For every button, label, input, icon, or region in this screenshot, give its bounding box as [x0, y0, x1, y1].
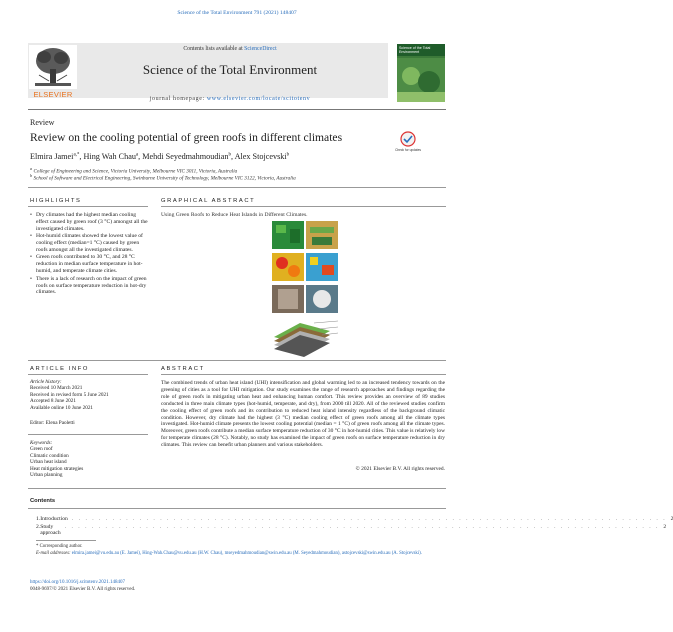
graphical-abstract-heading: GRAPHICAL ABSTRACT [161, 198, 256, 204]
abstract-copyright: © 2021 Elsevier B.V. All rights reserved. [355, 466, 445, 472]
doi-link[interactable]: https://doi.org/10.1016/j.scitotenv.2021.148407 [30, 580, 125, 585]
author-name[interactable]: Alex Stojcevski [234, 152, 287, 161]
footnote-label: Corresponding author. [39, 544, 83, 549]
history-online: Available online 10 June 2021 [30, 404, 94, 411]
author-list: Elmira Jamei$^{a,*}$, Hing Wah Chau$^a$, Mehdi Seyedmahmoudian$^b$, Alex Stojcevski$^b$ [30, 152, 290, 161]
corresponding-author-note [36, 544, 446, 550]
highlight-item: • Dry climates had the highest median cooling effect caused by green roof (3 °C) amongst all the investigated climates. [30, 212, 150, 233]
author-name[interactable]: Elmira Jamei [30, 152, 74, 161]
publisher-name: ELSEVIER [33, 90, 73, 99]
contents-heading: Contents [30, 498, 56, 504]
article-history [30, 379, 150, 411]
history-label: Article history: [30, 379, 62, 385]
abstract-rule [161, 374, 446, 375]
author-name[interactable]: Mehdi Seyedmahmoudian [142, 152, 229, 161]
history-revised: Received in revised form 5 June 2021 [30, 391, 109, 398]
journal-title: Science of the Total Environment [142, 62, 318, 77]
email-label: E-mail addresses: [36, 551, 72, 556]
graphical-abstract-caption: Using Green Roofs to Reduce Heat Islands in Different Climates. [161, 212, 308, 218]
highlights-list [30, 212, 150, 297]
email-links[interactable]: elmira.jamei@vu.edu.au (E. Jamei), Hing-Wah.Chau@vu.edu.au (H.W. Chau), mseyedmahmoudian@swin.edu.au (M. Seyedmahmoudian), astojcevski@swin.edu.au (A. Stojcevski). [71, 551, 422, 556]
toc-leader-dots: . . . . . . . . . . . . . . . . . . . . . . . . . . . . . . . . . . . . . . . . . . . . . . . . . . . . . . . . . . . . . . . . . . . . . . . . . . . . . . . . . . . . . . . . [64, 524, 660, 530]
email-addresses [36, 551, 446, 557]
editor-line: Editor: Elena Paoletti [30, 420, 75, 426]
keyword-item: Green roof [30, 446, 53, 453]
sciencedirect-link[interactable]: ScienceDirect [244, 46, 277, 52]
abstract-heading: ABSTRACT [161, 366, 205, 372]
author-name[interactable]: Hing Wah Chau [83, 152, 136, 161]
toc-page: 2 [670, 516, 673, 522]
affiliation-marker: b [30, 173, 33, 178]
check-for-updates-icon[interactable] [395, 130, 421, 154]
affiliation-b [30, 173, 430, 182]
contents-available-line [80, 46, 380, 52]
toc-number: 1. [36, 516, 41, 522]
footnote-marker: * [36, 544, 39, 549]
toc-title[interactable]: Study approach [40, 524, 61, 536]
affiliation-text: School of Software and Electrical Engineering, Swinburne University of Technology, Melbourne VIC 3122, Victoria, Australia [33, 175, 296, 182]
affiliation-text: College of Engineering and Science, Victoria University, Melbourne VIC 3011, Victoria, Australia [33, 168, 238, 175]
issn-line: 0048-9697/© 2021 Elsevier B.V. All rights reserved. [30, 587, 136, 592]
check-updates-label: Check for updates [395, 148, 421, 152]
journal-cover-title: Science of the Total Environment [399, 46, 431, 54]
keywords-label: Keywords: [30, 440, 53, 446]
homepage-link[interactable]: www.elsevier.com/locate/scitotenv [206, 96, 311, 102]
toc-title[interactable]: Introduction [40, 516, 68, 522]
keyword-item: Heat mitigation strategies [30, 465, 84, 472]
journal-homepage [80, 96, 380, 102]
homepage-label: journal homepage: [149, 96, 207, 102]
abstract-text: The combined trends of urban heat island (UHI) intensification and global warming led to an increased tendency towards on the greening of cities as a tool for UHI mitigation. Our study examines the range of research approaches and findings regarding the role of green roofs in mitigating urban heat and enhancing human comfort. This review provides an overview of 89 studies conducted in three main climate types (hot-humid, temperate, and dry), from 2000 till 2020. All of the reviewed studies confirm the cooling effect of green roofs and its contribution to reduced heat island intensity regardless of the background climatic condition. However, dry climate had the highest (3 °C) median cooling effect of green roofs among all the climate types investigated. Hot-humid climate presents the lowest cooling potential (median = 1 °C) of green roofs among all the climate types. Moreover, green roofs contribute a median surface temperature reduction of 30 °C in hot-humid cities. This value is relatively low for temperate climates (28 °C). Notably, no study has examined the impact of green roofs on surface temperature reduction in dry climates. This review can benefit urban planners and various stakeholders. [161, 380, 445, 449]
highlight-item: • Hot-humid climates showed the lowest value of cooling effect (median=1 °C) caused by green roofs amongst all the investigated climates. [30, 233, 150, 254]
journal-citation[interactable]: Science of the Total Environment 791 (2021) 148407 [177, 10, 297, 16]
graphical-abstract-image[interactable] [270, 219, 340, 357]
keyword-item: Climatic condition [30, 452, 69, 459]
toc-row-introduction[interactable] [36, 516, 673, 522]
history-accepted: Accepted 8 June 2021 [30, 398, 76, 405]
contents-prefix: Contents lists available at [183, 46, 245, 52]
info-rule [28, 360, 446, 361]
footnote-rule [36, 540, 96, 541]
history-received: Received 10 March 2021 [30, 385, 83, 392]
author-affiliation-marker: a [135, 152, 139, 158]
article-info-rule [28, 374, 148, 375]
header-rule [28, 109, 446, 110]
doi-line [30, 580, 330, 586]
author-affiliation-marker: b [228, 152, 231, 158]
article-type: Review [30, 118, 55, 127]
highlight-item: • Green roofs contributed to 30 °C, and 28 °C reduction in median surface temperature in hot-humid, and temperate climate cities. [30, 254, 150, 275]
highlight-item: • There is a lack of research on the impact of green roofs on surface temperature reduction in hot-dry climates. [30, 276, 150, 297]
toc-leader-dots: . . . . . . . . . . . . . . . . . . . . . . . . . . . . . . . . . . . . . . . . . . . . . . . . . . . . . . . . . . . . . . . . . . . . . . . . . . . . . . . . . . . . . . . . [71, 516, 667, 522]
contents-top-rule [28, 488, 446, 489]
keywords-rule [28, 434, 148, 435]
article-info-heading: ARTICLE INFO [30, 366, 90, 372]
keywords-list [30, 440, 150, 478]
affiliation-marker: a [30, 166, 33, 171]
author-affiliation-marker: a,* [73, 152, 80, 158]
toc-row-study-approach[interactable] [36, 524, 667, 536]
keyword-item: Urban planning [30, 472, 63, 479]
keyword-item: Urban heat island [30, 459, 67, 466]
affiliation-rule [28, 187, 446, 188]
toc-number: 2. [36, 524, 41, 530]
highlights-heading: HIGHLIGHTS [30, 198, 82, 204]
highlights-rule [28, 206, 148, 207]
toc-page: 2 [663, 524, 667, 530]
author-affiliation-marker: b [286, 152, 290, 158]
graphical-abstract-rule [161, 206, 446, 207]
journal-cover-art [397, 58, 445, 102]
contents-rule [28, 508, 446, 509]
article-title: Review on the cooling potential of green roofs in different climates [30, 131, 343, 144]
elsevier-tree-logo [29, 45, 77, 89]
